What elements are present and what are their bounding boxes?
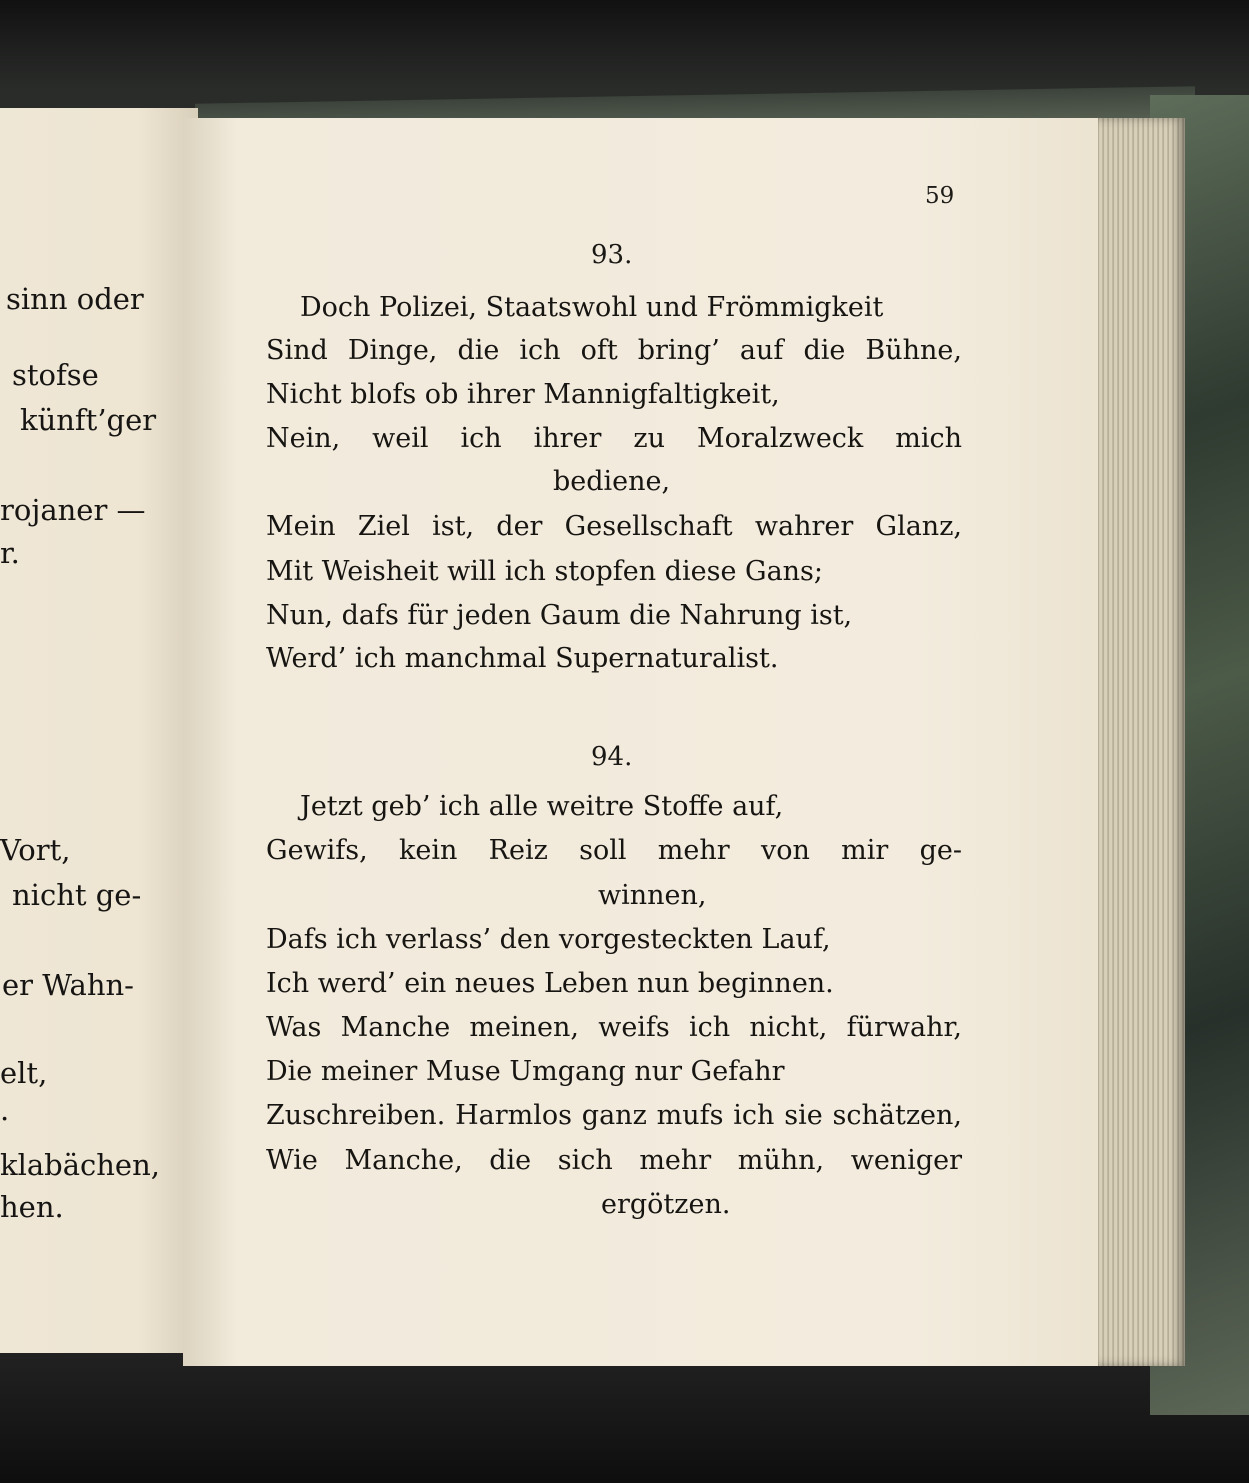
verse-line: Was Manche meinen, weifs ich nicht, fürwahr, [266,1012,962,1043]
stanza-number: 94. [591,742,633,772]
left-page-line: rojaner — [0,493,146,527]
verse-line: Mit Weisheit will ich stopfen diese Gans; [266,556,824,587]
left-page-line: hen. [0,1190,64,1224]
verse-line: Ich werd’ ein neues Leben nun beginnen. [266,968,834,999]
left-page-line: klabächen, [0,1148,160,1182]
verse-line: Sind Dinge, die ich oft bring’ auf die Bühne, [266,335,962,366]
verse-line: Jetzt geb’ ich alle weitre Stoffe auf, [300,791,784,822]
verse-line: Nun, dafs für jeden Gaum die Nahrung ist, [266,600,853,631]
verse-line: Zuschreiben. Harmlos ganz mufs ich sie schätzen, [266,1100,962,1131]
left-page-line: stofse [12,358,99,392]
left-page-line: elt, [0,1056,48,1090]
verse-line: ergötzen. [601,1189,731,1220]
left-page-line: er Wahn- [2,968,134,1002]
verse-line: bediene, [553,466,671,497]
stanza-number: 93. [591,240,633,270]
left-page-line: Vort, [0,833,71,867]
verse-line: winnen, [598,880,707,911]
verse-line: Nicht blofs ob ihrer Mannigfaltigkeit, [266,379,780,410]
right-page [183,118,1098,1366]
left-page-line: nicht ge- [12,878,142,912]
left-page-line: r. [0,536,20,570]
verse-line: Nein, weil ich ihrer zu Moralzweck mich [266,423,962,454]
verse-line: Wie Manche, die sich mehr mühn, weniger [266,1145,962,1176]
left-page-line: sinn oder [6,282,144,316]
verse-line: Die meiner Muse Umgang nur Gefahr [266,1056,785,1087]
verse-line: Dafs ich verlass’ den vorgesteckten Lauf, [266,924,831,955]
left-page-line: künft’ger [20,403,157,437]
page-edges [1095,118,1185,1366]
verse-line: Mein Ziel ist, der Gesellschaft wahrer Glanz, [266,511,962,542]
left-page [0,108,198,1353]
verse-line: Doch Polizei, Staatswohl und Frömmigkeit [300,292,884,323]
verse-line: Gewifs, kein Reiz soll mehr von mir ge- [266,835,962,866]
left-page-line: . [0,1093,10,1127]
page-number: 59 [925,183,955,209]
verse-line: Werd’ ich manchmal Supernaturalist. [266,643,779,674]
